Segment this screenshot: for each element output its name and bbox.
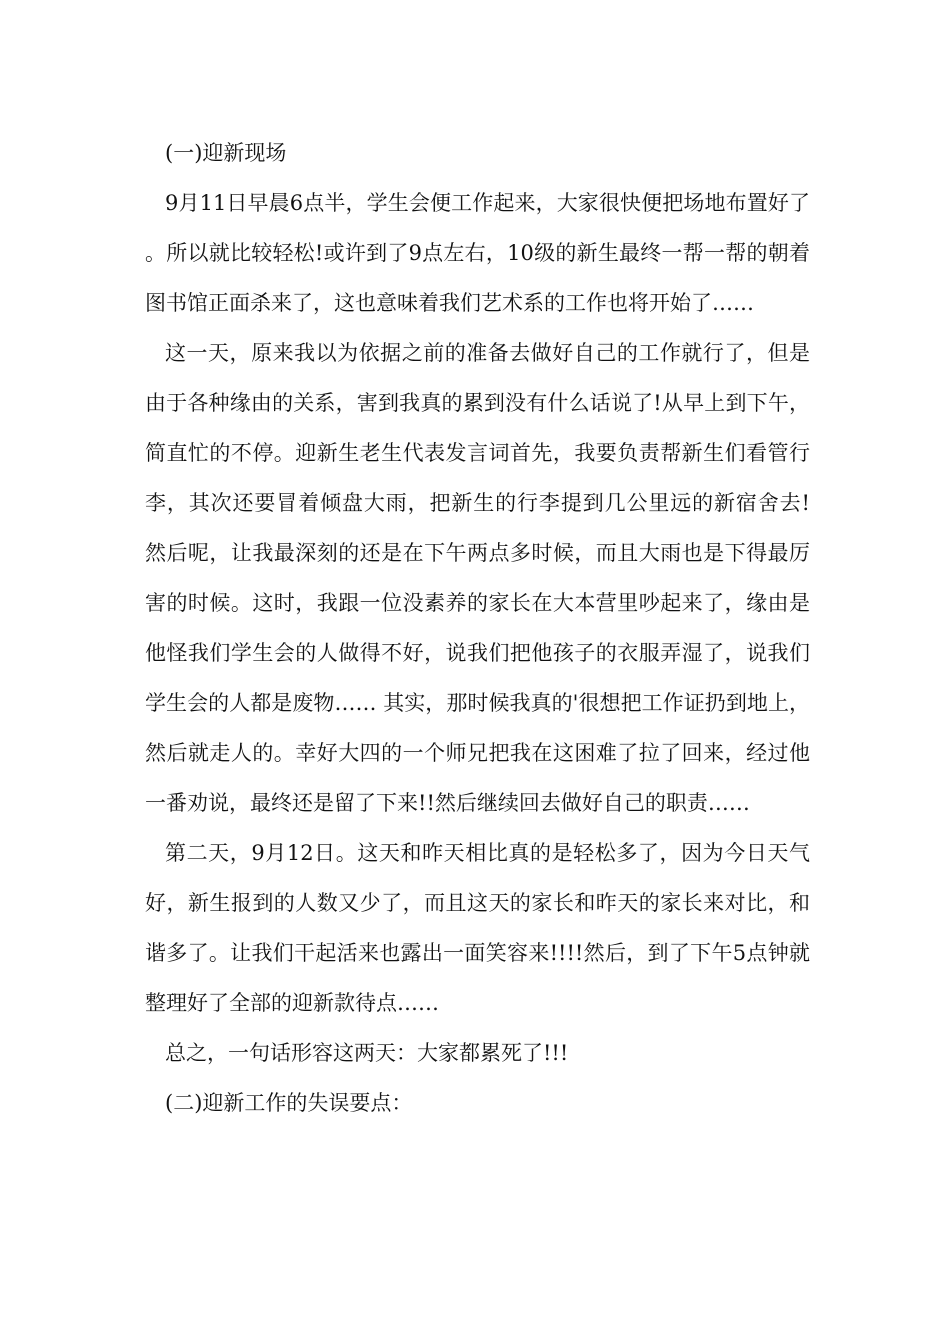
paragraph-3: 第二天，9月12日。这天和昨天相比真的是轻松多了，因为今日天气好，新生报到的人数又少了，而且这天的家长和昨天的家长来对比，和谐多了。让我们干起活来也露出一面笑容来!!!!然后，到了下午5点钟就整理好了全部的迎新款待点…… bbox=[145, 841, 810, 1015]
paragraph-4: 总之，一句话形容这两天：大家都累死了!!! bbox=[165, 1041, 569, 1065]
section-heading-2: (二)迎新工作的失误要点： bbox=[165, 1091, 413, 1115]
section-heading-1: (一)迎新现场 bbox=[165, 141, 287, 165]
paragraph-2: 这一天，原来我以为依据之前的准备去做好自己的工作就行了，但是由于各种缘由的关系，害到我真的累到没有什么话说了!从早上到下午，简直忙的不停。迎新生老生代表发言词首先，我要负责帮新生们看管行李，其次还要冒着倾盘大雨，把新生的行李提到几公里远的新宿舍去! 然后呢，让我最深刻的还是在下午两点多时候，而且大雨也是下得最厉害的时候。这时，我跟一位没素养的家长在大本营里吵起来了，缘由是他怪我们学生会的人做得不好，说我们把他孩子的衣服弄湿了，说我们学生会的人都是废物…… 其实，那时候我真的'很想把工作证扔到地上，然后就走人的。幸好大四的一个师兄把我在这困难了拉了回来，经过他一番劝说，最终还是留了下来!!然后继续回去做好自己的职责…… bbox=[145, 341, 810, 815]
document-body bbox=[145, 128, 810, 1128]
paragraph-1: 9月11日早晨6点半，学生会便工作起来，大家很快便把场地布置好了。所以就比较轻松!或许到了9点左右，10级的新生最终一帮一帮的朝着图书馆正面杀来了，这也意味着我们艺术系的工作也将开始了…… bbox=[145, 191, 810, 315]
